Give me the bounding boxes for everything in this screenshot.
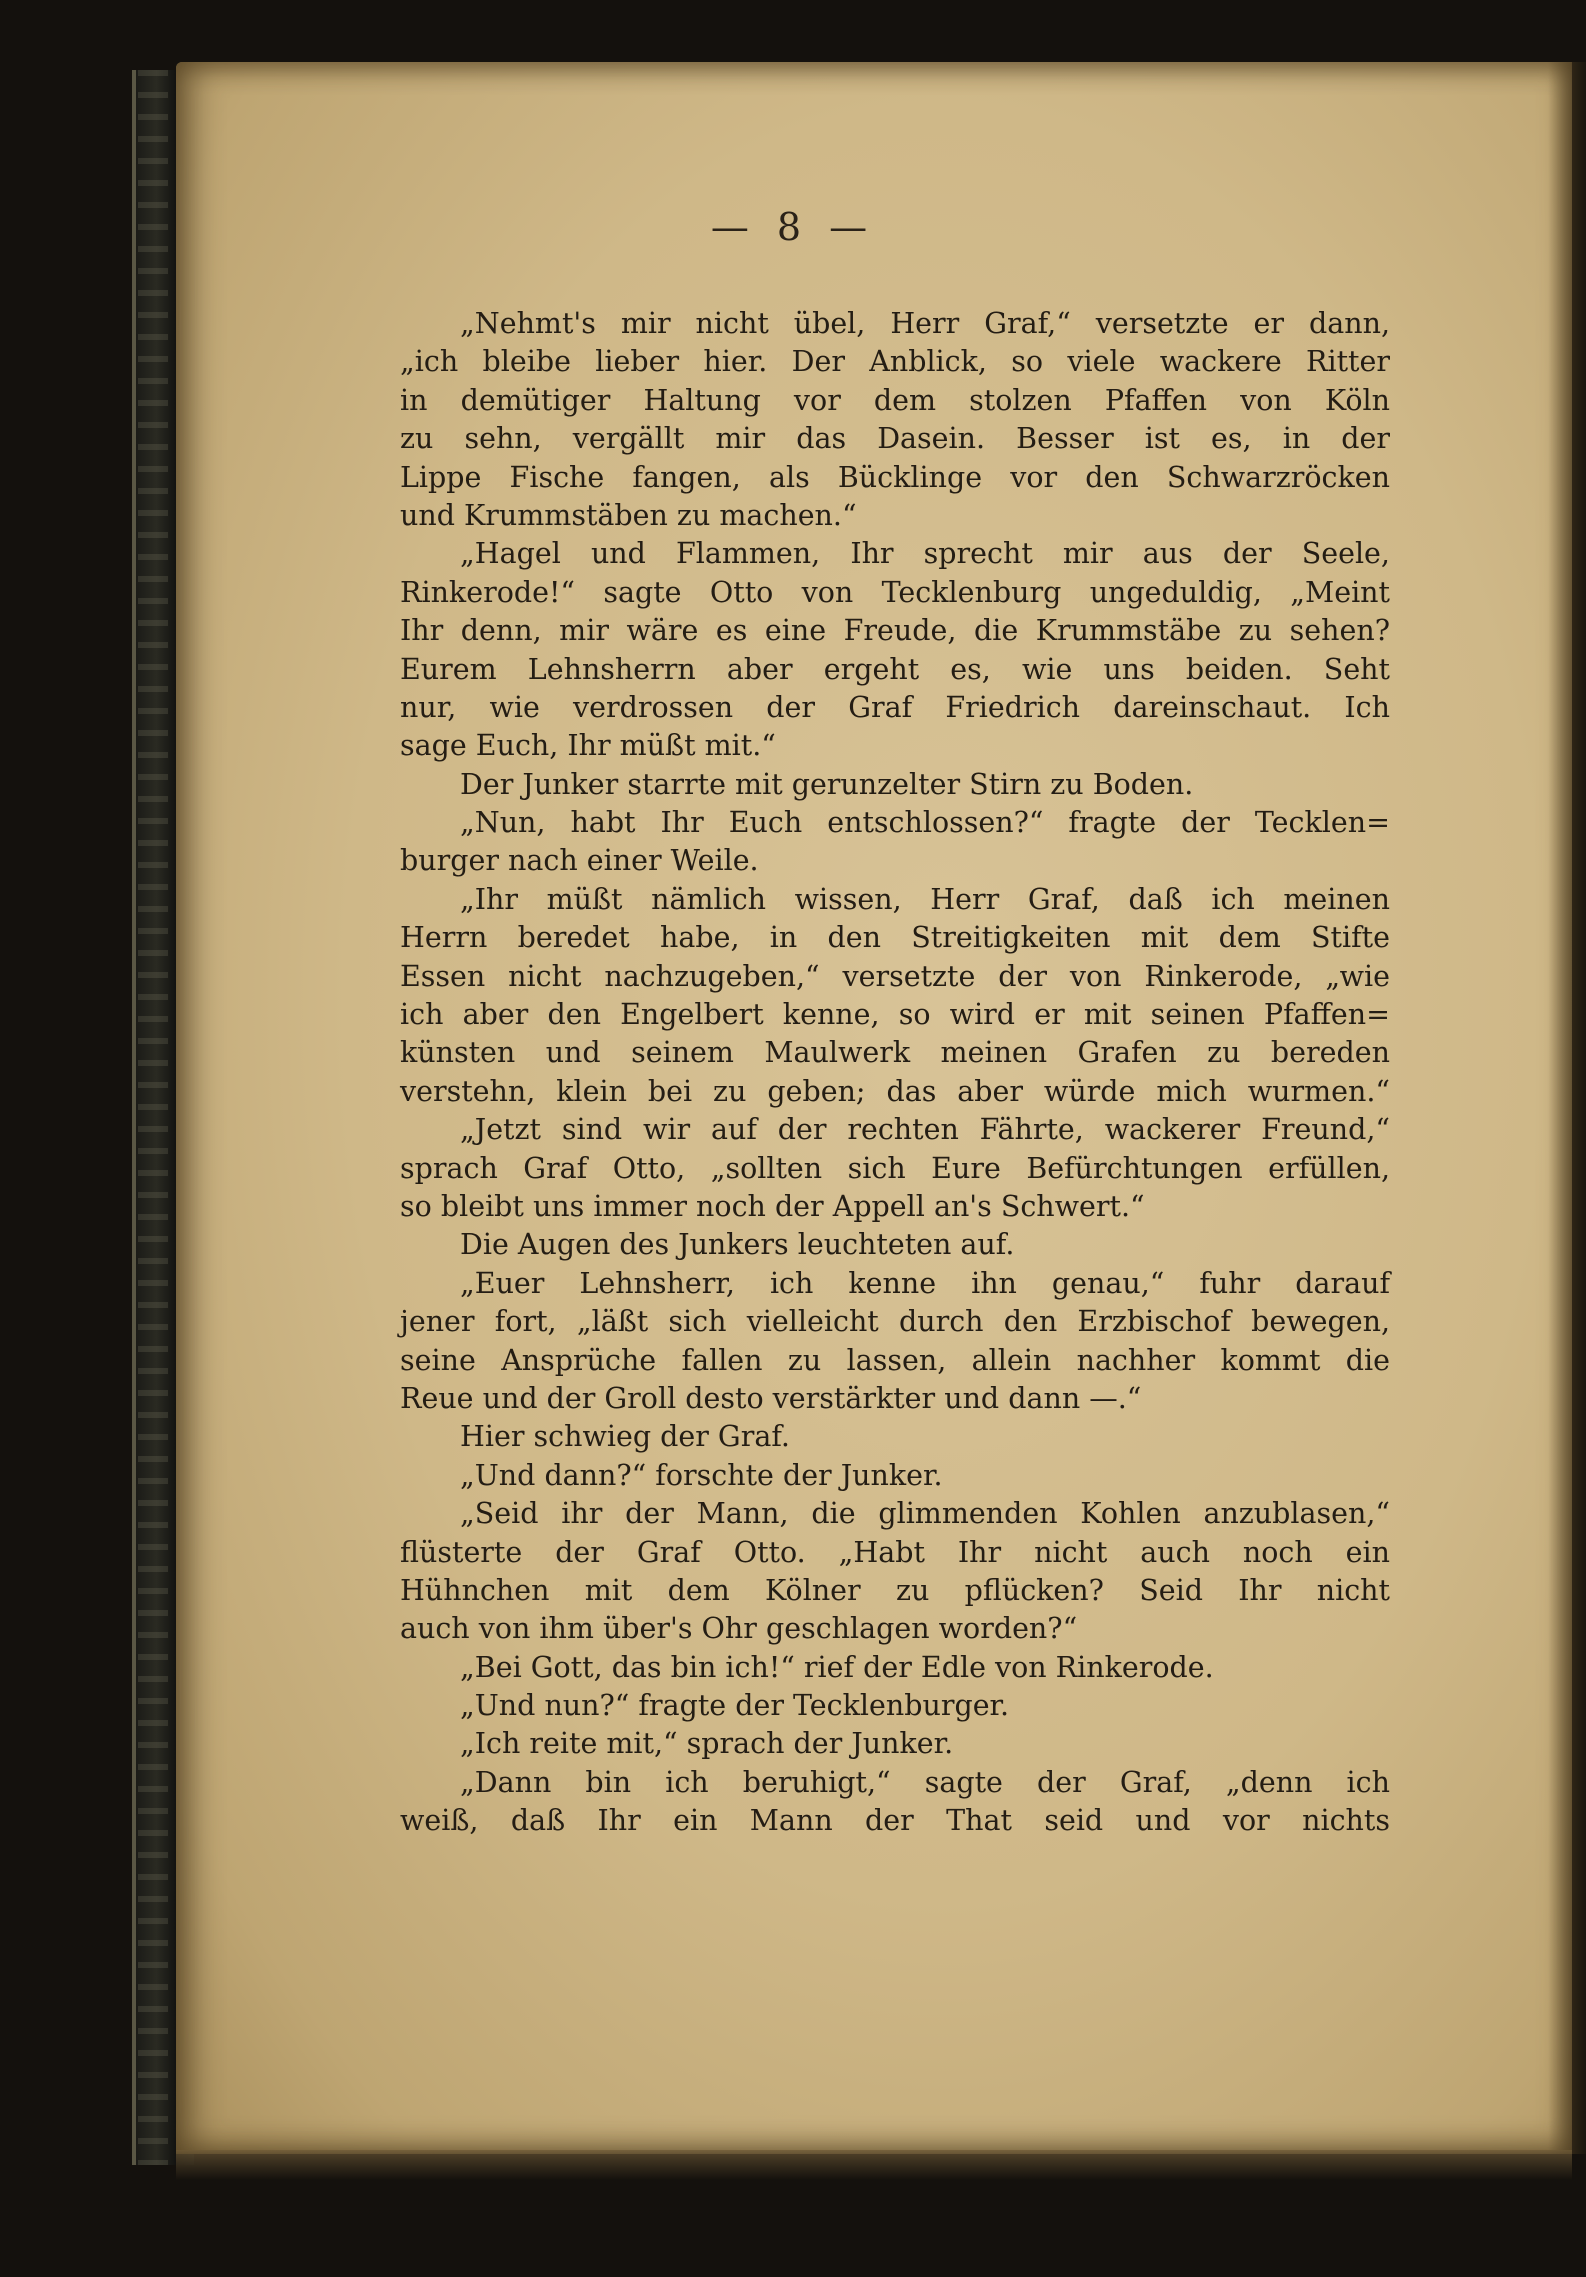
text-line: in demütiger Haltung vor dem stolzen Pfaffen von Köln	[400, 383, 1390, 417]
text-line: Reue und der Groll desto verstärkter und dann —.“	[400, 1381, 1142, 1415]
text-line: Die Augen des Junkers leuchteten auf.	[460, 1228, 1015, 1262]
text-line: „Hagel und Flammen, Ihr sprecht mir aus der Seele,	[460, 537, 1390, 571]
text-line: burger nach einer Weile.	[400, 844, 759, 878]
text-line: Der Junker starrte mit gerunzelter Stirn zu Boden.	[460, 767, 1194, 801]
text-line: sprach Graf Otto, „sollten sich Eure Befürchtungen erfüllen,	[400, 1151, 1390, 1185]
text-line: „Und nun?“ fragte der Tecklenburger.	[460, 1689, 1010, 1723]
text-line: Lippe Fische fangen, als Bücklinge vor den Schwarzröcken	[400, 460, 1390, 494]
text-line: Rinkerode!“ sagte Otto von Tecklenburg ungeduldig, „Meint	[400, 575, 1390, 609]
text-line: Hühnchen mit dem Kölner zu pflücken? Seid Ihr nicht	[400, 1573, 1390, 1607]
text-line: weiß, daß Ihr ein Mann der That seid und vor nichts	[400, 1804, 1390, 1838]
text-line: zu sehn, vergällt mir das Dasein. Besser ist es, in der	[400, 422, 1390, 456]
text-line: „Ihr müßt nämlich wissen, Herr Graf, daß ich meinen	[460, 882, 1390, 916]
text-line: nur, wie verdrossen der Graf Friedrich dareinschaut. Ich	[400, 690, 1390, 724]
spine-stitching	[138, 70, 168, 2165]
text-line: auch von ihm über's Ohr geschlagen worden?“	[400, 1612, 1078, 1646]
text-line: „Und dann?“ forschte der Junker.	[460, 1458, 943, 1492]
text-line: „ich bleibe lieber hier. Der Anblick, so viele wackere Ritter	[400, 345, 1390, 379]
page-number: — 8 —	[710, 205, 876, 249]
text-line: künsten und seinem Maulwerk meinen Grafen zu bereden	[400, 1036, 1390, 1070]
text-line: verstehn, klein bei zu geben; das aber würde mich wurmen.“	[400, 1074, 1390, 1108]
page-bottom-shadow	[176, 2150, 1572, 2180]
body-text	[400, 305, 1390, 1841]
text-line: seine Ansprüche fallen zu lassen, allein nachher kommt die	[400, 1343, 1390, 1377]
text-line: Eurem Lehnsherrn aber ergeht es, wie uns beiden. Seht	[400, 652, 1390, 686]
text-line: flüsterte der Graf Otto. „Habt Ihr nicht auch noch ein	[400, 1535, 1390, 1569]
text-line: jener fort, „läßt sich vielleicht durch den Erzbischof bewegen,	[400, 1305, 1390, 1339]
text-line: „Ich reite mit,“ sprach der Junker.	[460, 1727, 954, 1761]
text-line: „Nun, habt Ihr Euch entschlossen?“ fragte der Tecklen=	[460, 806, 1390, 840]
text-line: Essen nicht nachzugeben,“ versetzte der von Rinkerode, „wie	[400, 959, 1390, 993]
page-edge-shadow	[1548, 62, 1586, 2154]
text-line: so bleibt uns immer noch der Appell an's Schwert.“	[400, 1189, 1145, 1223]
text-line: „Nehmt's mir nicht übel, Herr Graf,“ versetzte er dann,	[460, 307, 1390, 340]
text-line: Ihr denn, mir wäre es eine Freude, die Krummstäbe zu sehen?	[400, 614, 1390, 648]
text-line: „Dann bin ich beruhigt,“ sagte der Graf, „denn ich	[460, 1765, 1390, 1799]
text-line: Hier schwieg der Graf.	[460, 1420, 790, 1454]
text-line: „Seid ihr der Mann, die glimmenden Kohlen anzublasen,“	[460, 1497, 1390, 1531]
text-line: sage Euch, Ihr müßt mit.“	[400, 729, 776, 763]
text-line: „Bei Gott, das bin ich!“ rief der Edle von Rinkerode.	[460, 1650, 1214, 1684]
text-line: ich aber den Engelbert kenne, so wird er mit seinen Pfaffen=	[400, 998, 1390, 1032]
text-line: „Jetzt sind wir auf der rechten Fährte, wackerer Freund,“	[460, 1113, 1390, 1147]
text-line: „Euer Lehnsherr, ich kenne ihn genau,“ fuhr darauf	[460, 1266, 1390, 1300]
text-line: und Krummstäben zu machen.“	[400, 498, 857, 532]
text-line: Herrn beredet habe, in den Streitigkeiten mit dem Stifte	[400, 921, 1390, 955]
